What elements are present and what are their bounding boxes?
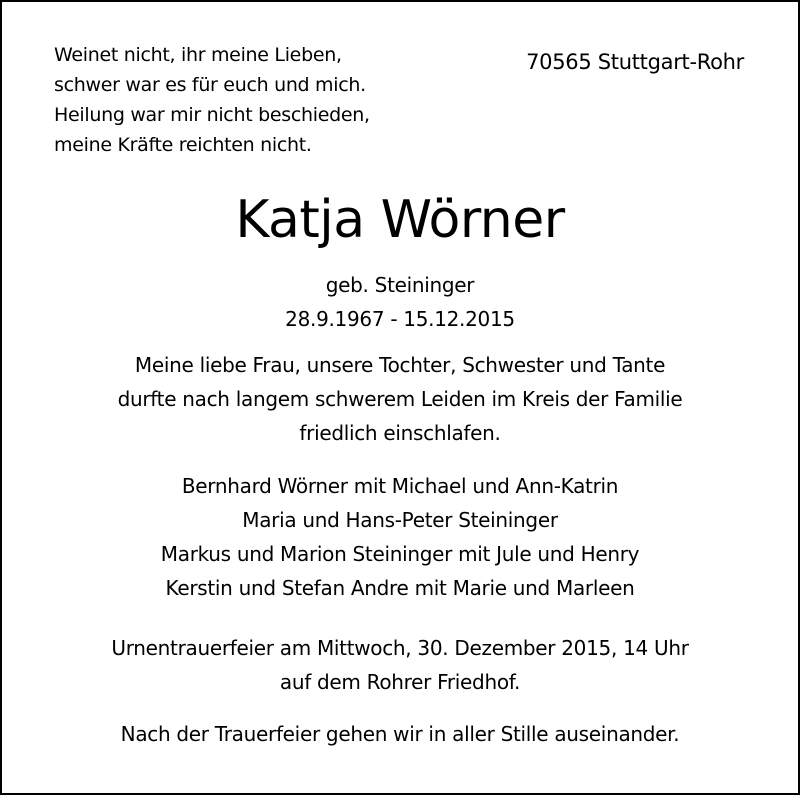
announcement-message	[2, 348, 798, 450]
ceremony-line: Urnentrauerfeier am Mittwoch, 30. Dezember 2015, 14 Uhr	[111, 636, 689, 660]
message-line: friedlich einschlafen.	[299, 421, 501, 445]
closing-note	[2, 717, 798, 751]
birth-info	[2, 268, 798, 336]
poem-line: meine Kräfte reichten nicht.	[54, 134, 312, 156]
mourners-list	[2, 469, 798, 605]
deceased-name: Katja Wörner	[235, 190, 565, 250]
mourner-line: Maria und Hans-Peter Steininger	[242, 508, 558, 532]
poem	[54, 40, 370, 160]
mourner-line: Markus und Marion Steininger mit Jule und Henry	[160, 542, 640, 566]
birth-name: geb. Steininger	[325, 273, 475, 297]
poem-line: Heilung war mir nicht beschieden,	[54, 104, 370, 126]
mourner-line: Kerstin und Stefan Andre mit Marie und Marleen	[165, 576, 635, 600]
life-dates: 28.9.1967 - 15.12.2015	[285, 307, 515, 331]
poem-line: Weinet nicht, ihr meine Lieben,	[54, 44, 342, 66]
poem-line: schwer war es für euch und mich.	[54, 74, 366, 96]
ceremony-line: auf dem Rohrer Friedhof.	[279, 670, 521, 694]
ceremony-info	[2, 631, 798, 699]
closing-line: Nach der Trauerfeier gehen wir in aller Stille auseinander.	[120, 722, 680, 746]
location: 70565 Stuttgart-Rohr	[526, 50, 744, 74]
message-line: Meine liebe Frau, unsere Tochter, Schwester und Tante	[134, 353, 666, 377]
message-line: durfte nach langem schwerem Leiden im Kreis der Familie	[117, 387, 683, 411]
mourner-line: Bernhard Wörner mit Michael und Ann-Katrin	[181, 474, 619, 498]
